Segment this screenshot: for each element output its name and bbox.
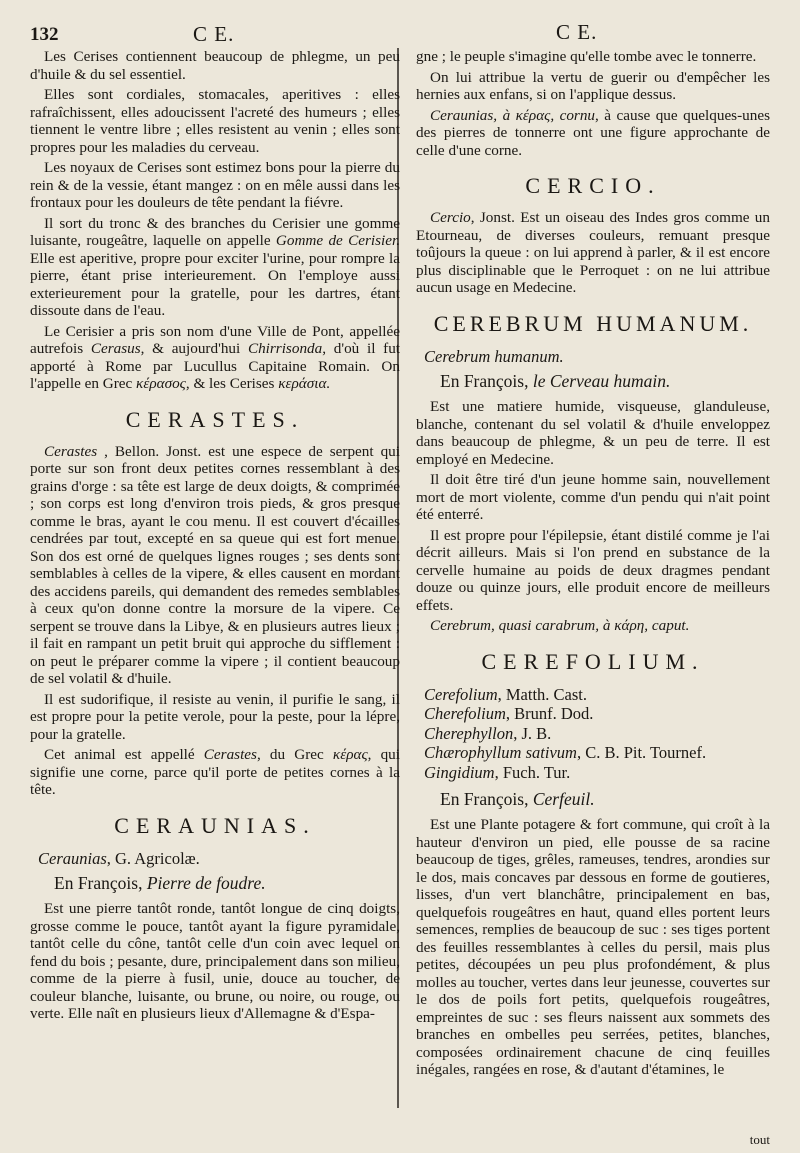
paragraph: Il doit être tiré d'un jeune homme sain, nouvellement mort de mort violente, comme d'un pendu qui n'ait point été enterré. — [416, 471, 770, 523]
term: Pierre de foudre. — [146, 873, 266, 893]
paragraph: Est une matiere humide, visqueuse, glanduleuse, blanche, contenant du sel volatil & d'huile enveloppez dans beaucoup de phlegme, & un peu de terre. Il est employé en Medecine. — [416, 398, 770, 468]
term: Gingidium — [424, 762, 495, 782]
running-head-left: C E. — [193, 22, 235, 46]
paragraph — [416, 107, 770, 160]
right-column — [416, 48, 770, 1138]
text: , Matth. Cast. — [497, 684, 588, 704]
term: Cerfeuil. — [532, 789, 595, 809]
paragraph: On lui attribue la vertu de guerir ou d'empêcher les hernies aux enfans, si on l'applique dessus. — [416, 68, 770, 103]
term: Cerefolium — [424, 684, 498, 704]
text: , qui signifie une corne, parce qu'il porte de petites cornes à la tête. — [30, 746, 400, 798]
paragraph: Est une Plante potagere & fort commune, qui croît à la hauteur d'environ un pied, elle pousse de sa racine beaucoup de tiges, grêles, rameuses, tendres, arondies sur le dos, mais concaves par dessous en forme de goutieres, lisses, d'un vert blanchâtre, principalement en bas, quelquefois rougeâtres en haut, quand elles portent leurs semences, remplies de beaucoup de suc : ses tiges portent des feuilles ressemblantes à celles du persil, mais plus petites, découpées un peu plus profondément, & plus molles au toucher, vertes dans leur jeunesse, couvertes sur le dos de poils fort petits, quelquefois rougeâtres, empreintes de suc : ses fleurs naissent aux sommets des branches en ombelles peu serrées, petites, blanches, composées ordinairement chacune de cinq feuilles inégales, rangées en rose, & d'autant d'étamines, le — [416, 816, 770, 1078]
paragraph: Les Cerises contiennent beaucoup de phlegme, un peu d'huile & du sel essentiel. — [30, 48, 400, 83]
text: Cet animal est appellé — [44, 746, 204, 763]
greek-word: κέρας — [332, 746, 368, 763]
synonym-line — [416, 763, 770, 783]
term: Cerasus — [90, 340, 141, 357]
synonym-line — [416, 743, 770, 763]
paragraph: Elles sont cordiales, stomacales, aperitives : elles rafraîchissent, elles adoucissent l'acreté des humeurs ; elles tiennent le ventre libre ; elles resistent au venin ; elles sont propres pour les maladies du cerveau. — [30, 86, 400, 156]
french-name — [30, 872, 400, 894]
text: , Brunf. Dod. — [505, 704, 594, 723]
text: , Bellon. Jonst. est une espece de serpent qui porte sur son front deux petites cornes ressemblant à des grains d'orge : sa tête est large de deux doigts, & comprimée ; son corps est long d'environ trois pieds, & gros presque comme le bras, ayant le cou menu. Il est couvert d'écailles cendrées par tout, excepté en sa queue qui est fort menue. Son dos est orné de quelques lignes rouges ; ses dents sont semblables à celles de la vipere, & elles causent en mordant des accidens pareils, qui demandent des remedes semblables à ceux qu'on donne contre la morsure de la vipere. Ce serpent se trouve dans la Libye, & en plusieurs autres lieux ; il fait en rampant un petit bruit qui approche du sifflement : on peut le préparer comme la vipere ; il contient beaucoup de sel volatil & d'huile. — [30, 442, 400, 687]
paragraph: Les noyaux de Cerises sont estimez bons pour la pierre du rein & de la vessie, étant mangez : on en mêle aussi dans les frontaux pour les douleurs de tête pendant la fiévre. — [30, 159, 400, 211]
text: Le Cerisier a pris son nom d'une Ville de Pont, appellée autrefois — [30, 322, 400, 357]
left-column — [30, 48, 400, 1138]
text: , & aujourd'hui — [140, 340, 248, 357]
term: Cercio — [430, 209, 471, 226]
greek-word: κέρασος — [136, 375, 186, 392]
etymology-line: Cerebrum, quasi carabrum, à κάρη, caput. — [430, 617, 690, 634]
text: , G. Agricolæ. — [106, 848, 200, 868]
paragraph — [30, 746, 400, 799]
term: Cherephyllon — [424, 723, 514, 743]
text: , Fuch. Tur. — [494, 762, 571, 782]
entry-heading-cerefolium: CEREFOLIUM. — [481, 648, 705, 674]
entry-heading-cerastes: CERASTES. — [125, 406, 305, 432]
paragraph: Il est sudorifique, il resiste au venin, il purifie le sang, il est propre pour la petite verole, pour la peste, pour la lépre, pour la gratelle. — [30, 690, 400, 743]
synonym-line — [416, 685, 770, 705]
text: Il sort du tronc & des branches du Cerisier une gomme luisante, rougeâtre, laquelle on appelle — [30, 214, 400, 249]
greek-word: κεράσια. — [278, 375, 331, 392]
term: Cherefolium — [424, 704, 506, 723]
paragraph: gne ; le peuple s'imagine qu'elle tombe avec le tonnerre. — [416, 48, 757, 65]
text: , d'où il fut apporté à Rome par Lucullus Capitaine Romain. On l'appelle en Grec — [30, 340, 400, 392]
paragraph: Est une pierre tantôt ronde, tantôt longue de cinq doigts, grosse comme le pouce, tantôt ayant la figure pyramidale, tantôt celle du cône, tantôt celle d'un coin avec lequel on fend du bois ; pesante, dure, principalement dans son milieu, comme de la pierre à fusil, unie, douce au toucher, de couleur blanche, luisante, ou brune, ou noire, ou rouge, ou verte. Elle naît en plusieurs lieux d'Allemagne & d'Espa- — [30, 900, 400, 1022]
text: , J. B. — [513, 723, 552, 743]
paragraph: Il est propre pour l'épilepsie, étant distilé comme je l'ai décrit ailleurs. Mais si l'on prend en substance de la cervelle humaine au poids de deux dragmes pendant douze ou quinze jours, elle produit encore de meilleurs effets. — [416, 526, 770, 614]
text: , Jonst. Est un oiseau des Indes gros comme un Etourneau, de diverses couleurs, remuant presque toûjours la queue : on lui apprend à parler, & il est encore plus disciplinable que le Perroquet : on ne lui attribue aucun usage en Medecine. — [416, 209, 770, 296]
entry-heading-cercio: CERCIO. — [525, 173, 661, 198]
text: , à cause que quelques-unes des pierres de tonnerre ont une figure approchante de celle d'une corne. — [416, 106, 770, 159]
text: , & les Cerises — [185, 375, 279, 392]
paragraph — [30, 443, 400, 688]
term: Cerastes — [44, 442, 98, 460]
paragraph — [30, 215, 400, 320]
french-name — [416, 788, 770, 810]
entry-heading-cerebrum: CEREBRUM HUMANUM. — [433, 310, 753, 336]
term: Ceraunias — [430, 106, 494, 124]
paragraph — [30, 323, 400, 393]
text: En François, — [54, 873, 147, 893]
synonym-line — [30, 849, 400, 869]
term: Gomme de Cerisier. — [275, 232, 400, 249]
text: , C. B. Pit. Tournef. — [576, 743, 707, 762]
term: Ceraunias — [38, 848, 107, 868]
text: En François, — [440, 789, 533, 809]
synonym-line — [416, 704, 770, 724]
running-head-right: C E. — [556, 20, 598, 44]
page-number: 132 — [30, 24, 59, 45]
entry-heading-ceraunias: CERAUNIAS. — [114, 812, 316, 838]
term: Chærophyllum sativum — [424, 743, 577, 762]
paragraph — [416, 209, 770, 297]
synonym-line — [416, 724, 770, 744]
term: le Cerveau humain. — [532, 371, 671, 391]
term: Chirrisonda — [247, 340, 323, 357]
term: Cerebrum humanum. — [424, 346, 564, 366]
greek-word: , à κέρας, cornu — [493, 106, 596, 124]
text: Elle est aperitive, propre pour exciter l'urine, pour rompre la pierre, étant prise interieurement. On l'employe aussi exterieurement pour la gratelle, pour les dartres, étant dissoute dans de l'eau. — [30, 249, 400, 319]
page-header — [0, 18, 800, 46]
text: , du Grec — [256, 746, 333, 763]
term: Cerastes — [203, 746, 257, 763]
catchword: tout — [749, 1132, 770, 1147]
french-name — [416, 370, 770, 392]
text: En François, — [440, 371, 533, 391]
synonym-line — [416, 347, 770, 367]
